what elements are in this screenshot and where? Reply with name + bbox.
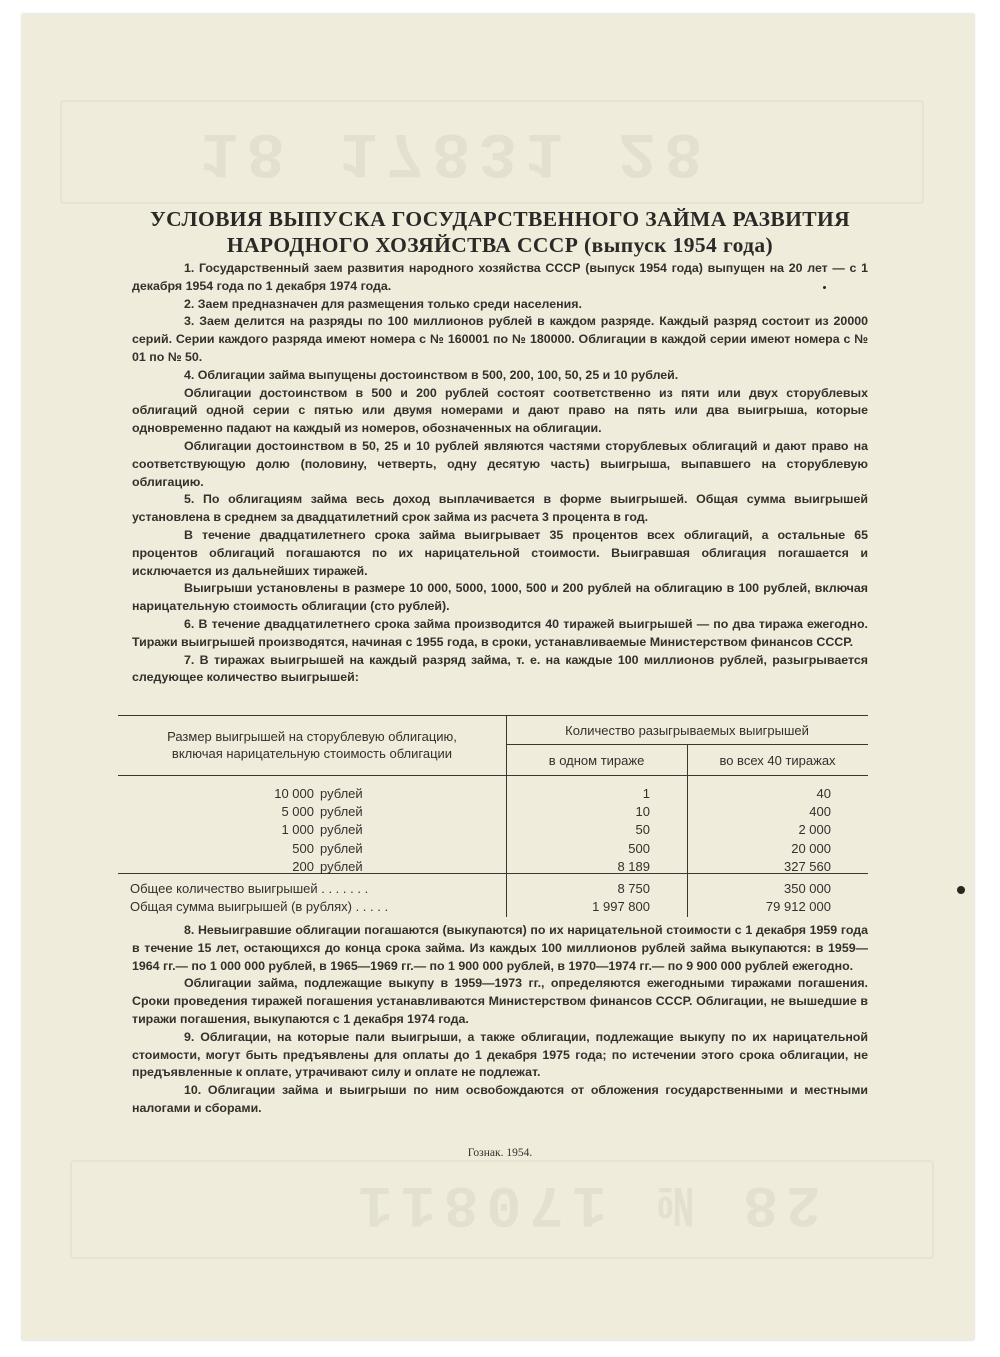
row-one-draw: 8 189 [617, 858, 650, 874]
row-all-draws: 40 [816, 786, 831, 801]
row-amount: 1 000 [281, 822, 314, 838]
row-all-draws: 327 560 [784, 858, 831, 874]
total-sum-all: 79 912 000 [765, 899, 831, 914]
row-unit: рублей [320, 786, 363, 801]
printer-imprint: Гознак. 1954. [467, 1147, 533, 1159]
paragraph-8: 8. Невыигравшие облигации погашаются (выкупаются) по их нарицательной стоимости с 1 декабря 1959 года в течение 15 лет, остающихся до конца срока займа. Из каждых 100 миллионов рублей займа выкупаются: в 1959—1964 гг.— по 1 000 000 рублей, в 1965—1969 гг.— по 1 900 000 рублей, в 1970—1974 гг.— по 9 900 000 рублей ежегодно. [132, 923, 868, 973]
paragraph-7: 7. В тиражах выигрышей на каждый разряд займа, т. е. на каждые 100 миллионов рублей, разыгрывается следующее количество выигрышей: [132, 652, 868, 685]
header-all-draws: во всех 40 тиражах [719, 753, 836, 768]
paragraph-4a: Облигации достоинством в 500 и 200 рублей состоят соответственно из пяти или двух сторублевых облигаций одной серии с пятью или двумя номерами и дают право на пять или два выигрыша, которые одновременно падают на каждый из номеров, обозначенных на облигации. [132, 385, 868, 436]
ink-speck [823, 286, 826, 289]
row-one-draw: 10 [635, 804, 650, 820]
paragraph-4: 4. Облигации займа выпущены достоинством в 500, 200, 100, 50, 25 и 10 рублей. [184, 367, 679, 382]
title-line-2: НАРОДНОГО ХОЗЯЙСТВА СССР (выпуск 1954 года) [226, 233, 774, 257]
paragraph-5b: Выигрыши установлены в размере 10 000, 5000, 1000, 500 и 200 рублей на облигацию в 100 рублей, включая нарицательную стоимость облигации (сто рублей). [132, 581, 868, 614]
row-unit: рублей [320, 804, 363, 820]
row-amount: 10 000 [274, 786, 314, 801]
paragraph-9: 9. Облигации, на которые пали выигрыши, а также облигации, подлежащие выкупу по их нарицательной стоимости, могут быть предъявлены для оплаты до 1 декабря 1975 года; по истечении этого срока облигации, не предъявленные к оплате, утрачивают силу и оплате не подлежат. [132, 1029, 868, 1080]
paragraph-8a: Облигации займа, подлежащие выкупу в 1959—1973 гг., определяются ежегодными тиражами погашения. Сроки проведения тиражей погашения устанавливаются Министерством финансов СССР. Облигации, не вышедшие в тиражи погашения, выкупаются с 1 декабря 1974 года. [132, 976, 868, 1026]
paragraph-2: 2. Заем предназначен для размещения только среди населения. [184, 296, 582, 311]
row-all-draws: 400 [809, 804, 831, 820]
header-winnings-size-1: Размер выигрышей на сторублевую облигацию, [167, 729, 457, 744]
row-amount: 500 [292, 840, 314, 856]
paragraph-5a: В течение двадцатилетнего срока займа выигрывает 35 процентов всех облигаций, а остальные 65 процентов облигаций погашаются по их нарицательной стоимости. Выигравшая облигация погашается и исключается из дальнейших тиражей. [132, 527, 868, 578]
total-count-all: 350 000 [784, 881, 831, 896]
conditions-text-top [132, 260, 868, 687]
paragraph-1: 1. Государственный заем развития народного хозяйства СССР (выпуск 1954 года) выпущен на 20 лет — с 1 декабря 1954 года по 1 декабря 1974 года. [132, 261, 868, 293]
paragraph-6: 6. В течение двадцатилетнего срока займа производится 40 тиражей выигрышей — по два тиража ежегодно. Тиражи выигрышей производятся, начиная с 1955 года, в сроки, устанавливаемые Министерством финансов СССР. [132, 616, 868, 649]
row-all-draws: 2 000 [798, 822, 831, 838]
total-count-label: Общее количество выигрышей . . . . . . . [130, 881, 369, 896]
row-one-draw: 500 [628, 840, 650, 856]
total-sum-label: Общая сумма выигрышей (в рублях) . . . . . [130, 899, 389, 914]
show-through-serial-bottom: 28 № 170811 [350, 1170, 821, 1235]
row-one-draw: 1 [642, 786, 650, 801]
row-all-draws: 20 000 [791, 840, 831, 856]
row-unit: рублей [320, 840, 363, 856]
conditions-text-bottom [132, 922, 868, 1118]
row-one-draw: 50 [635, 822, 650, 838]
row-amount: 5 000 [281, 804, 314, 820]
paragraph-10: 10. Облигации займа и выигрыши по ним освобождаются от обложения государственными и местными налогами и сборами. [132, 1083, 868, 1115]
title-line-1: УСЛОВИЯ ВЫПУСКА ГОСУДАРСТВЕННОГО ЗАЙМА РАЗВИТИЯ [149, 207, 851, 231]
ink-dot [957, 886, 965, 894]
paragraph-4b: Облигации достоинством в 50, 25 и 10 рублей являются частями сторублевых облигаций и дают право на соответствующую долю (половину, четверть, одну десятую часть) выигрыша, выпавшего на сторублевую облигацию. [132, 438, 868, 489]
row-unit: рублей [320, 822, 363, 838]
table-rule-header [118, 775, 868, 776]
header-winnings-size-2: включая нарицательную стоимость облигации [171, 746, 453, 761]
table-rule-top [118, 715, 868, 716]
total-count-one: 8 750 [617, 881, 650, 896]
paragraph-3: 3. Заем делится на разряды по 100 миллионов рублей в каждом разряде. Каждый разряд состоит из 20000 серий. Серии каждого разряда имеют номера с № 160001 по № 180000. Облигации в каждой серии имеют номера с № 01 по № 50. [132, 314, 868, 364]
header-one-draw: в одном тираже [548, 753, 645, 768]
paragraph-5: 5. По облигациям займа весь доход выплачивается в форме выигрышей. Общая сумма выигрышей установлена в среднем за двадцатилетний срок займа из расчета 3 процента в год. [132, 492, 868, 525]
row-unit: рублей [320, 858, 363, 874]
header-quantity-group: Количество разыгрываемых выигрышей [565, 723, 809, 738]
row-amount: 200 [292, 858, 314, 874]
total-sum-one: 1 997 800 [592, 899, 650, 914]
show-through-serial-top: 18 17831 28 [200, 115, 711, 187]
